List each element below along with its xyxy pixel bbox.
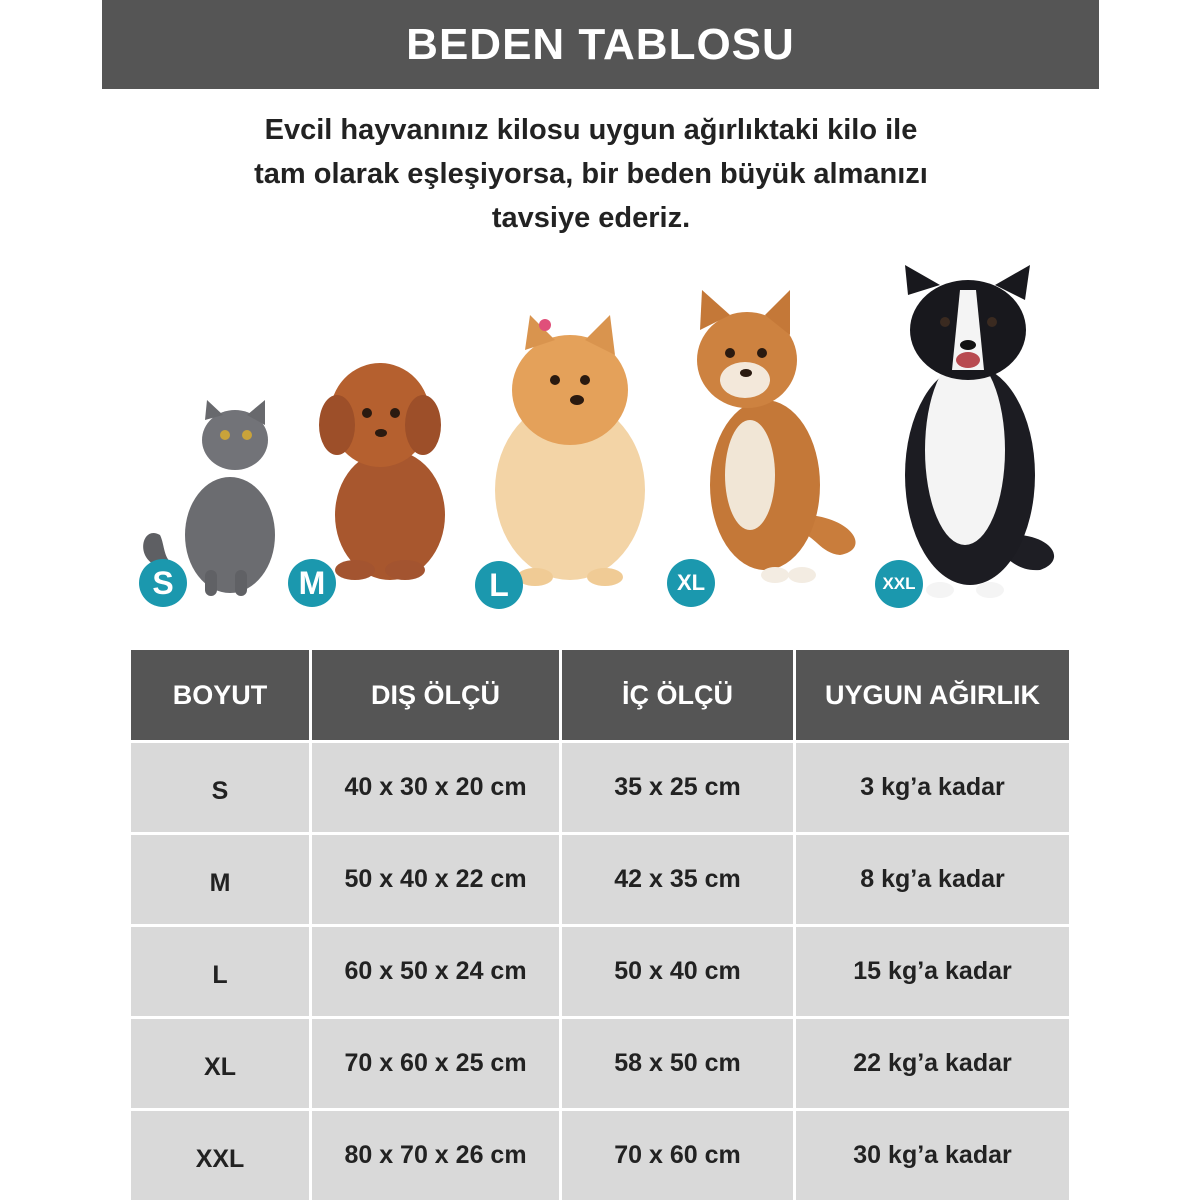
- page-title-banner: [102, 0, 1099, 89]
- table-row: [131, 1019, 1069, 1111]
- column-header: UYGUN AĞIRLIK: [796, 650, 1069, 743]
- intro-line: Evcil hayvanınız kilosu uygun ağırlıktaki kilo ile: [264, 114, 918, 146]
- size-cell: S: [131, 743, 312, 835]
- poodle-image: [315, 355, 465, 585]
- intro-line: tam olarak eşleşiyorsa, bir beden büyük almanızı: [254, 158, 928, 190]
- inner-size-cell: 70 x 60 cm: [562, 1111, 796, 1203]
- page-title: BEDEN TABLOSU: [406, 19, 795, 69]
- size-badge-l: L: [475, 561, 523, 609]
- border-collie-image: [880, 260, 1065, 600]
- size-cell: XL: [131, 1019, 312, 1111]
- table-header-row: [131, 650, 1069, 743]
- weight-cell: 15 kg’a kadar: [796, 927, 1069, 1019]
- outer-size-cell: 70 x 60 x 25 cm: [312, 1019, 562, 1111]
- table-row: [131, 743, 1069, 835]
- size-badge-xl: XL: [667, 559, 715, 607]
- column-header: BOYUT: [131, 650, 312, 743]
- outer-size-cell: 40 x 30 x 20 cm: [312, 743, 562, 835]
- outer-size-cell: 50 x 40 x 22 cm: [312, 835, 562, 927]
- size-cell: XXL: [131, 1111, 312, 1203]
- size-badge-s: S: [139, 559, 187, 607]
- column-header: İÇ ÖLÇÜ: [562, 650, 796, 743]
- outer-size-cell: 80 x 70 x 26 cm: [312, 1111, 562, 1203]
- outer-size-cell: 60 x 50 x 24 cm: [312, 927, 562, 1019]
- table-row: [131, 1111, 1069, 1203]
- size-badge-m: M: [288, 559, 336, 607]
- pet-size-illustration: [0, 255, 1200, 615]
- weight-cell: 22 kg’a kadar: [796, 1019, 1069, 1111]
- pomeranian-image: [485, 315, 655, 590]
- weight-cell: 3 kg’a kadar: [796, 743, 1069, 835]
- size-table: [131, 650, 1069, 1203]
- table-row: [131, 835, 1069, 927]
- size-cell: L: [131, 927, 312, 1019]
- intro-line: tavsiye ederiz.: [491, 202, 691, 234]
- shiba-image: [690, 285, 870, 590]
- inner-size-cell: 42 x 35 cm: [562, 835, 796, 927]
- weight-cell: 8 kg’a kadar: [796, 835, 1069, 927]
- weight-cell: 30 kg’a kadar: [796, 1111, 1069, 1203]
- inner-size-cell: 35 x 25 cm: [562, 743, 796, 835]
- column-header: DIŞ ÖLÇÜ: [312, 650, 562, 743]
- table-row: [131, 927, 1069, 1019]
- inner-size-cell: 50 x 40 cm: [562, 927, 796, 1019]
- inner-size-cell: 58 x 50 cm: [562, 1019, 796, 1111]
- size-cell: M: [131, 835, 312, 927]
- size-badge-xxl: XXL: [875, 560, 923, 608]
- intro-text: [150, 108, 1032, 240]
